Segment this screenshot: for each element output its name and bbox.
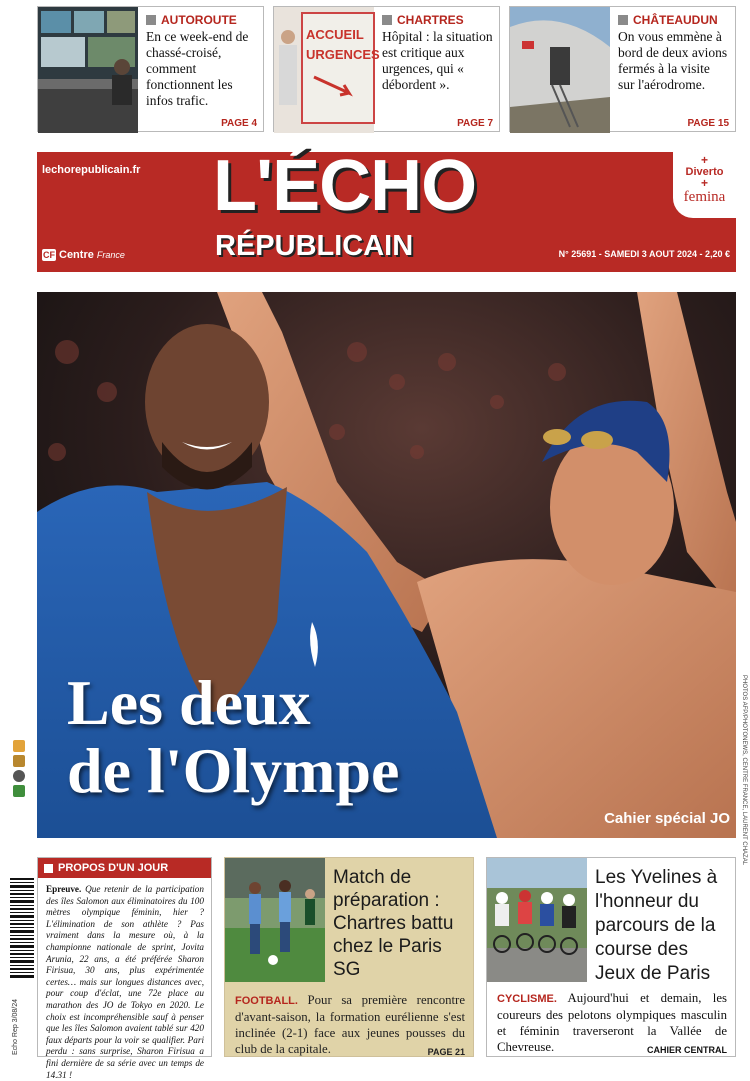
supplements-badge[interactable] [673, 152, 736, 218]
teaser-page-ref[interactable]: PAGE 4 [221, 118, 257, 129]
emergency-sign-photo [274, 7, 380, 131]
article-kicker: CYCLISME. [497, 993, 557, 1005]
teaser-kicker-label: CHÂTEAUDUN [633, 13, 718, 27]
teaser-kicker [146, 13, 257, 27]
issue-info: N° 25691 - SAMEDI 3 AOUT 2024 - 2,20 € [558, 249, 730, 259]
article-match[interactable] [224, 857, 474, 1057]
football-photo [225, 858, 325, 982]
photo-credits-text: PHOTOS AFP/PHOTONEWS, CENTRE FRANCE, LAURENT CHAZAL [741, 675, 747, 866]
barcode-icon [10, 878, 34, 978]
svg-text:ACCUEIL: ACCUEIL [306, 27, 364, 42]
airplane-photo [510, 7, 610, 131]
propos-lead: Epreuve. [46, 884, 82, 894]
print-badges [13, 740, 29, 860]
press-badge-icon [13, 755, 25, 767]
hero[interactable] [37, 292, 736, 838]
recycle-icon [13, 770, 25, 782]
teaser-text: En ce week-end de chassé-croisé, comment fonctionnent les infos trafic. [146, 29, 249, 108]
newspaper-logo[interactable]: L'ÉCHO [213, 146, 477, 226]
square-bullet-icon [618, 15, 628, 25]
propos-body: Que retenir de la participation des îles Salomon aux éliminatoires du 100 mètres olympique féminin, hier ? L'élimination de son athlète ? Pas vraiment dans la mesure où, à la championne nationale de sprint, Jovita Arunia, 22 ans, a été préférée Sharon Firisua, 30 ans, plus expérimentée certes… mais sur longues distances avec, pour coup d'éclat, une 72e place au marathon des JO de Tokyo en 2020. Le choix est incompréhensible sauf à penser que les îles Salomon avaient tablé sur 420 faux départs pour la voir se qualifier. Pari perdu : sans surprise, Sharon Firisua a fini dernière de sa série avec un temps de 14.31 ! [46, 884, 204, 1080]
propos-box[interactable] [37, 857, 212, 1080]
propos-heading [38, 858, 211, 878]
site-url[interactable]: lechorepublicain.fr [42, 164, 141, 176]
article-text [235, 992, 465, 1060]
square-bullet-icon [382, 15, 392, 25]
square-bullet-icon [44, 864, 53, 873]
svg-text:URGENCES: URGENCES [306, 47, 380, 62]
teaser-chartres[interactable] [273, 6, 500, 132]
barcode-label-text: Echo Rep 3/08/24 [12, 998, 19, 1055]
press-badge-icon [13, 740, 25, 752]
supplement-diverto: Diverto [685, 166, 724, 178]
propos-text [38, 878, 211, 1081]
teaser-autoroute[interactable] [37, 6, 264, 132]
teaser-body [146, 13, 257, 127]
plus-icon: + [700, 176, 708, 190]
teaser-kicker [618, 13, 729, 27]
teaser-text: Hôpital : la situation est critique aux urgences, qui « débordent ». [382, 29, 493, 92]
article-kicker: FOOTBALL. [235, 995, 298, 1007]
group-logo [42, 249, 125, 261]
group-name-sub: France [96, 250, 125, 260]
photo-credits [738, 675, 748, 866]
article-page-ref[interactable]: PAGE 21 [427, 1047, 465, 1057]
article-body: Pour sa première rencontre d'avant-saison, la formation eurélienne s'est inclinée (2-1) face aux jeunes pousses du club de la capitale. [235, 993, 465, 1056]
supplement-femina: femina [683, 189, 726, 205]
imprim-vert-icon [13, 785, 25, 797]
traffic-control-room-photo [38, 7, 138, 131]
section-label[interactable]: Cahier spécial JO [604, 810, 730, 827]
article-body: Aujourd'hui et demain, les coureurs des pelotons olympiques masculin et féminin traverseront la Vallée de Chevreuse. [497, 991, 727, 1054]
teaser-chateaudun[interactable] [509, 6, 736, 132]
teaser-page-ref[interactable]: PAGE 15 [687, 118, 729, 129]
article-title[interactable]: Match de préparation : Chartres battu chez le Paris SG [333, 867, 454, 980]
barcode-label [10, 985, 32, 1060]
cyclists-photo [487, 858, 587, 982]
propos-heading-label: PROPOS D'UN JOUR [58, 862, 169, 874]
teaser-body [382, 13, 493, 127]
teaser-kicker [382, 13, 493, 27]
masthead [37, 146, 736, 272]
teaser-kicker-label: AUTOROUTE [161, 13, 237, 27]
teaser-kicker-label: CHARTRES [397, 13, 464, 27]
newspaper-logo-subline: RÉPUBLICAIN [215, 230, 414, 262]
centre-france-icon: CF [43, 250, 55, 260]
article-yvelines[interactable] [486, 857, 736, 1057]
square-bullet-icon [146, 15, 156, 25]
hero-headline-line1: Les deux [67, 667, 311, 738]
teaser-page-ref[interactable]: PAGE 7 [457, 118, 493, 129]
teaser-text: On vous emmène à bord de deux avions fermés à la visite sur l'aérodrome. [618, 29, 728, 92]
article-page-ref[interactable]: CAHIER CENTRAL [647, 1045, 727, 1055]
hero-headline-line2: de l'Olympe [67, 735, 400, 806]
teaser-body [618, 13, 729, 127]
group-name: Centre [59, 249, 94, 261]
article-title[interactable]: Les Yvelines à l'honneur du parcours de la course des Jeux de Paris [595, 867, 718, 984]
plus-icon: + [700, 153, 708, 167]
article-text [497, 990, 727, 1058]
